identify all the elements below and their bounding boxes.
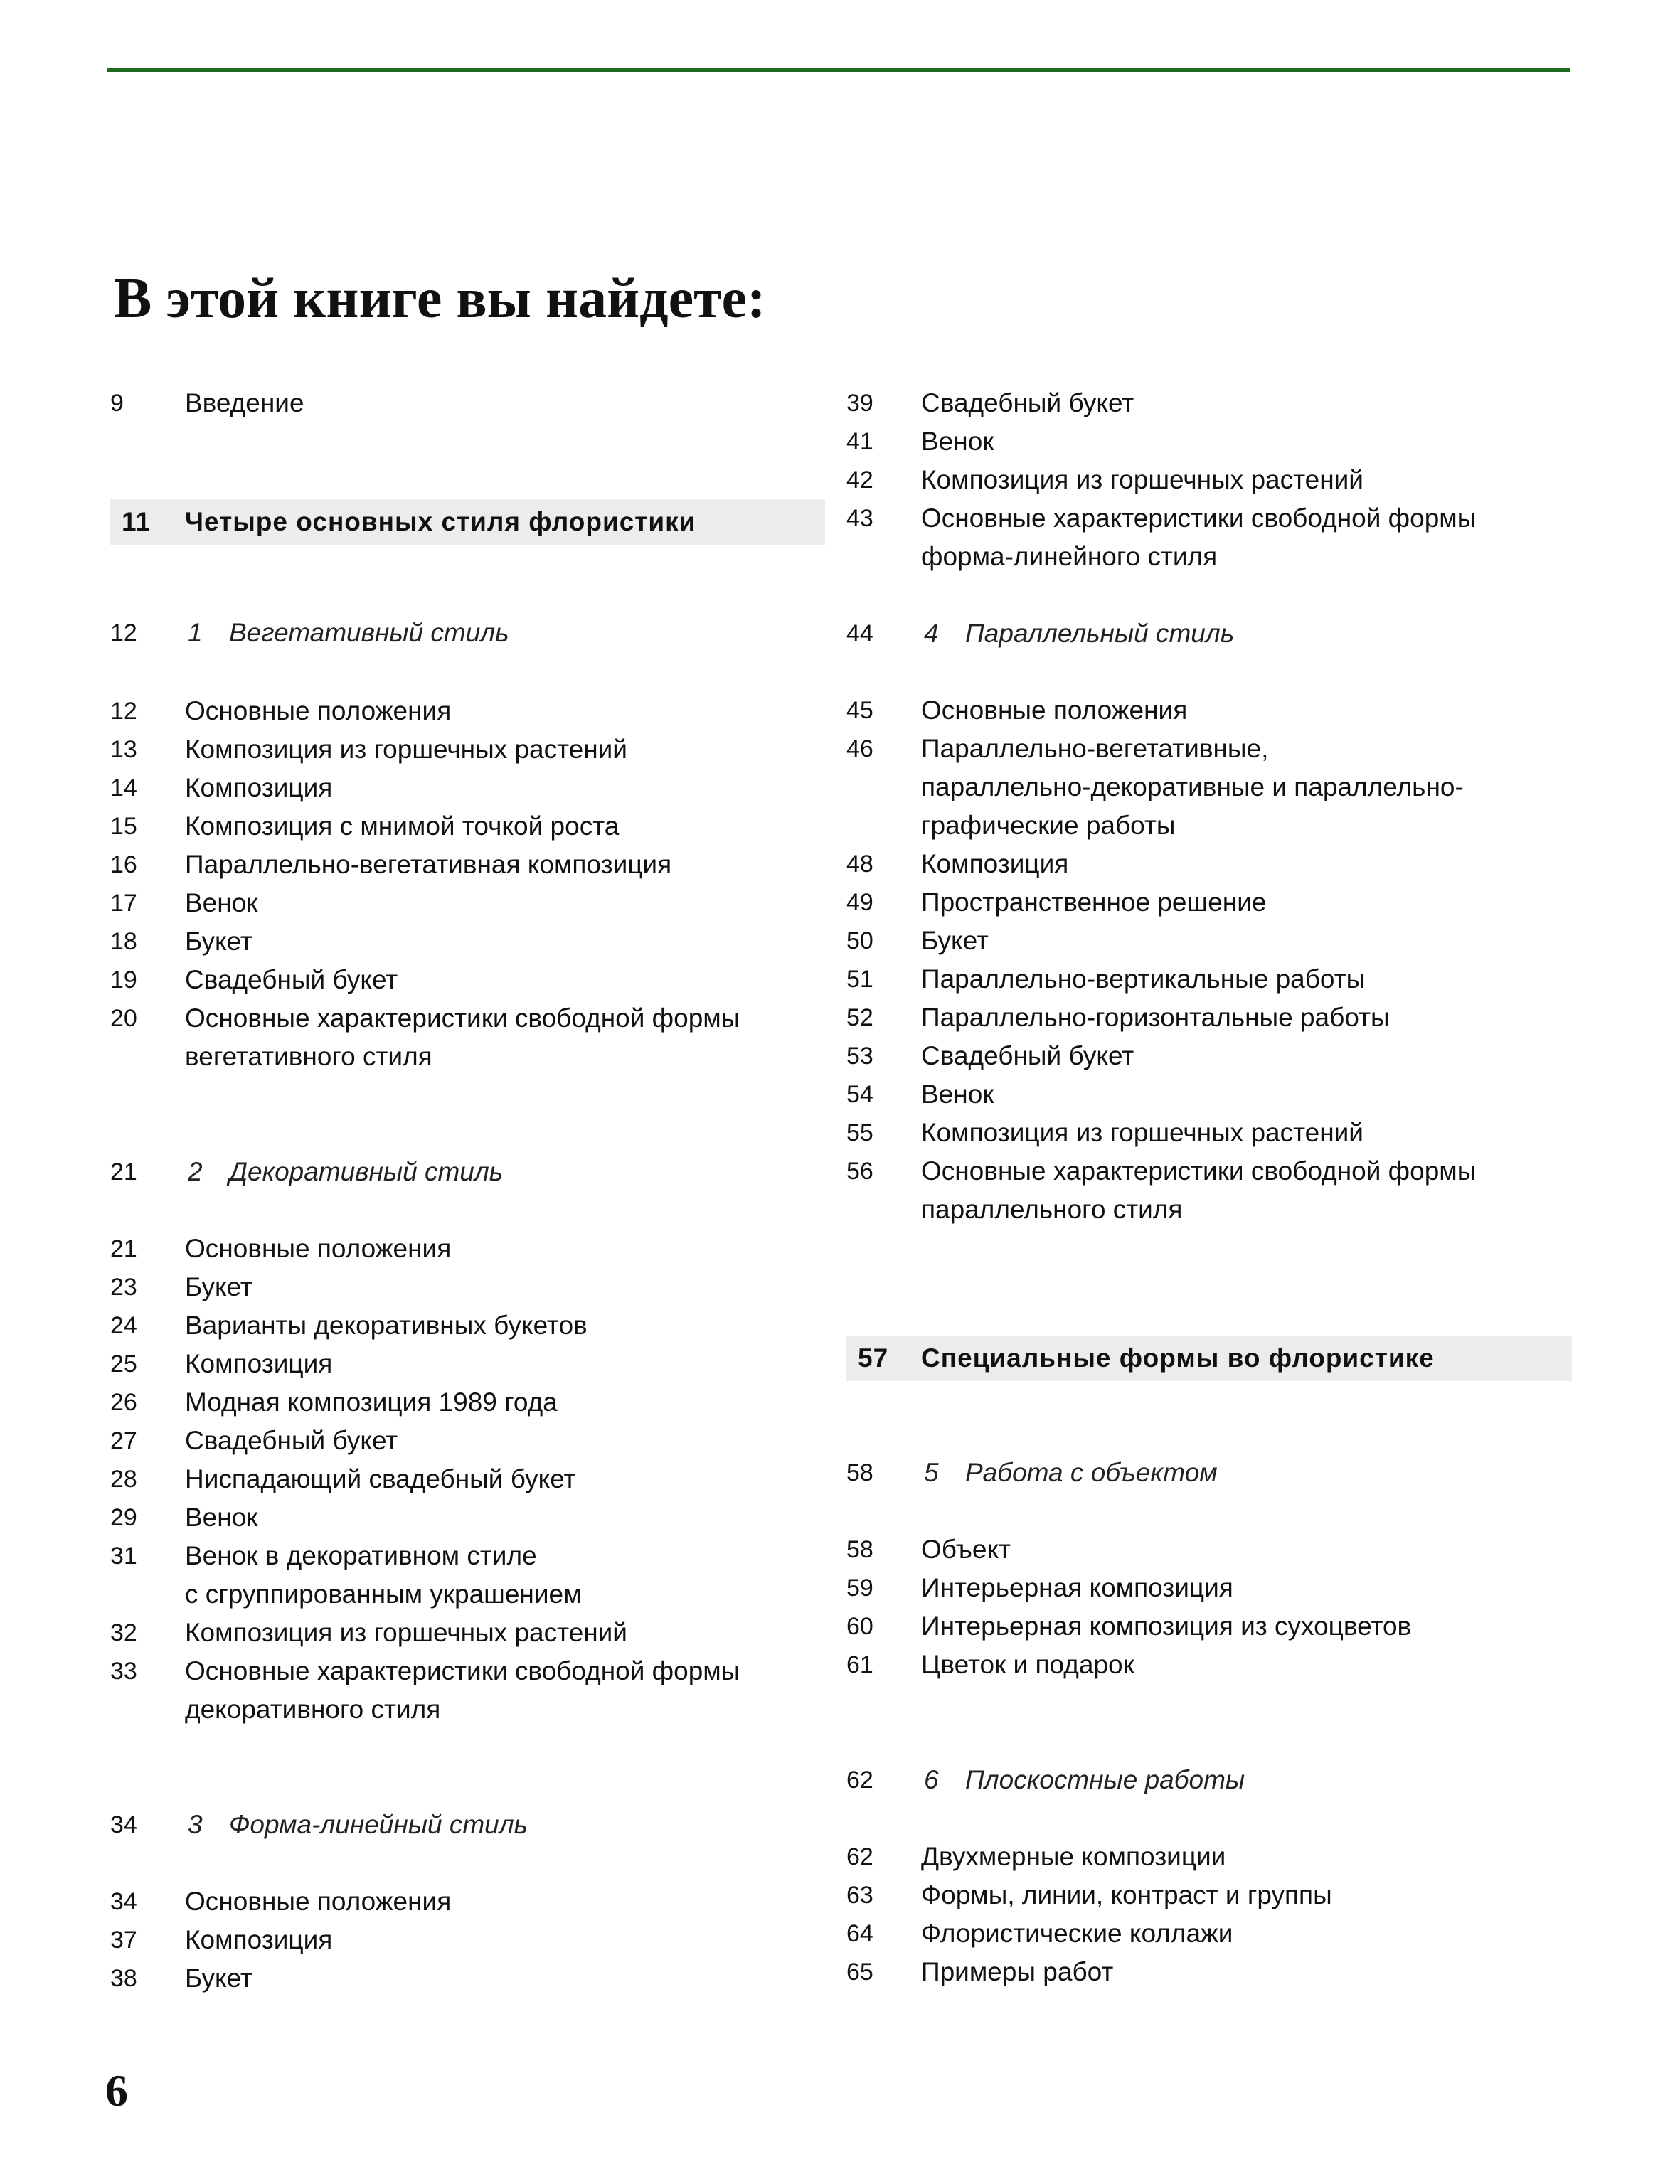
chapter-number: 1 bbox=[188, 618, 203, 647]
toc-entry[interactable] bbox=[846, 922, 1572, 960]
toc-entry-label: Параллельно-вегетативная композиция bbox=[185, 850, 672, 879]
toc-page-number: 33 bbox=[110, 1658, 137, 1685]
toc-entry[interactable] bbox=[110, 846, 825, 884]
toc-entry[interactable] bbox=[110, 884, 825, 922]
chapter-6-entries bbox=[846, 1838, 1572, 1991]
toc-entry-label: Венок bbox=[185, 888, 258, 917]
toc-entry-label: Композиция из горшечных растений bbox=[921, 465, 1363, 494]
toc-entry[interactable] bbox=[110, 1460, 825, 1498]
toc-page-number: 52 bbox=[846, 1004, 873, 1031]
toc-entry-label: Композиция bbox=[185, 1925, 333, 1954]
toc-entry[interactable] bbox=[846, 1914, 1572, 1953]
toc-page-number: 29 bbox=[110, 1504, 137, 1531]
toc-entry-label: Введение bbox=[185, 388, 304, 417]
toc-entry[interactable] bbox=[846, 384, 1572, 422]
toc-entry-label: Свадебный букет bbox=[921, 388, 1134, 417]
chapter-2-entries bbox=[110, 1230, 825, 1729]
toc-page-number: 50 bbox=[846, 927, 873, 954]
toc-page-number: 38 bbox=[110, 1965, 137, 1992]
toc-entry[interactable] bbox=[846, 461, 1572, 499]
toc-entry[interactable] bbox=[110, 1537, 825, 1614]
toc-entry[interactable] bbox=[110, 1614, 825, 1652]
chapter-title: Работа с объектом bbox=[965, 1458, 1218, 1487]
toc-entry[interactable] bbox=[846, 1075, 1572, 1114]
chapter-heading[interactable] bbox=[110, 1806, 825, 1844]
chapter-number: 4 bbox=[924, 619, 939, 648]
chapter-page-number: 34 bbox=[110, 1811, 137, 1838]
toc-entry-label: Параллельно-вегетативные, параллельно-декоративные и параллельно- графические работы bbox=[921, 734, 1464, 840]
section-title: Специальные формы во флористике bbox=[921, 1343, 1435, 1373]
toc-left-column bbox=[110, 384, 825, 1998]
chapter-page-number: 12 bbox=[110, 619, 137, 646]
toc-page-number: 14 bbox=[110, 774, 137, 801]
section-title: Четыре основных стиля флористики bbox=[185, 507, 696, 536]
toc-page-number: 37 bbox=[110, 1927, 137, 1954]
toc-entry[interactable] bbox=[846, 1646, 1572, 1684]
toc-entry[interactable] bbox=[110, 1345, 825, 1383]
toc-entry-label: Букет bbox=[185, 1964, 252, 1993]
toc-entry-label: Двухмерные композиции bbox=[921, 1842, 1226, 1871]
toc-entry-label: Композиция с мнимой точкой роста bbox=[185, 811, 620, 841]
toc-entry[interactable] bbox=[110, 769, 825, 807]
toc-page-number: 41 bbox=[846, 428, 873, 455]
toc-page-number: 59 bbox=[846, 1575, 873, 1602]
toc-entry-label: Цветок и подарок bbox=[921, 1650, 1134, 1679]
toc-entry-label: Параллельно-горизонтальные работы bbox=[921, 1003, 1390, 1032]
toc-entry[interactable] bbox=[846, 1876, 1572, 1914]
toc-page-number: 15 bbox=[110, 813, 137, 840]
toc-right-column bbox=[846, 384, 1572, 1991]
toc-entry-label: Букет bbox=[185, 927, 252, 956]
chapter-title: Параллельный стиль bbox=[965, 619, 1235, 648]
toc-entry-label: Основные характеристики свободной формы параллельного стиля bbox=[921, 1156, 1477, 1224]
chapter-heading[interactable] bbox=[110, 614, 825, 652]
page-title: В этой книге вы найдете: bbox=[114, 267, 766, 330]
chapter-heading[interactable] bbox=[846, 1761, 1572, 1799]
toc-page-number: 58 bbox=[846, 1536, 873, 1563]
toc-entry[interactable] bbox=[110, 1268, 825, 1306]
toc-entry[interactable] bbox=[110, 961, 825, 999]
toc-page-number: 42 bbox=[846, 467, 873, 494]
chapter-title: Вегетативный стиль bbox=[229, 618, 509, 647]
chapter-title: Форма-линейный стиль bbox=[229, 1810, 528, 1839]
toc-entry-label: Композиция из горшечных растений bbox=[185, 735, 627, 764]
chapter-title: Декоративный стиль bbox=[229, 1157, 504, 1186]
toc-page-number: 20 bbox=[110, 1005, 137, 1032]
toc-page-number: 43 bbox=[846, 505, 873, 532]
chapter-heading[interactable] bbox=[846, 614, 1572, 653]
chapter-page-number: 62 bbox=[846, 1767, 873, 1794]
toc-entry-label: Варианты декоративных букетов bbox=[185, 1311, 588, 1340]
toc-page-number: 13 bbox=[110, 736, 137, 763]
chapter-number: 6 bbox=[924, 1765, 939, 1794]
toc-page-number: 25 bbox=[110, 1351, 137, 1378]
toc-entry[interactable] bbox=[846, 960, 1572, 998]
toc-entry-label: Флористические коллажи bbox=[921, 1919, 1233, 1948]
top-rule bbox=[107, 68, 1570, 72]
toc-entry[interactable] bbox=[110, 1921, 825, 1959]
chapter-number: 5 bbox=[924, 1458, 939, 1487]
page-number: 6 bbox=[105, 2065, 128, 2116]
toc-entry-label: Модная композиция 1989 года bbox=[185, 1387, 558, 1417]
toc-entry-label: Основные положения bbox=[185, 696, 452, 725]
toc-entry[interactable] bbox=[846, 691, 1572, 730]
section-page-number: 11 bbox=[122, 507, 151, 536]
toc-entry-label: Букет bbox=[921, 926, 989, 955]
toc-entry-label: Композиция bbox=[921, 849, 1069, 878]
toc-entry[interactable] bbox=[846, 1152, 1572, 1229]
chapter-number: 3 bbox=[188, 1810, 203, 1839]
toc-page-number: 34 bbox=[110, 1888, 137, 1915]
toc-page-number: 62 bbox=[846, 1843, 873, 1870]
toc-entry[interactable] bbox=[846, 883, 1572, 922]
toc-page-number: 65 bbox=[846, 1959, 873, 1986]
toc-entry[interactable] bbox=[110, 1422, 825, 1460]
toc-page-number: 51 bbox=[846, 966, 873, 993]
toc-entry[interactable] bbox=[110, 1383, 825, 1422]
section-heading[interactable] bbox=[110, 499, 825, 545]
toc-entry[interactable] bbox=[110, 692, 825, 730]
toc-entry-label: Свадебный букет bbox=[921, 1041, 1134, 1070]
toc-entry[interactable] bbox=[846, 1569, 1572, 1607]
toc-entry[interactable] bbox=[110, 807, 825, 846]
toc-entry[interactable] bbox=[846, 998, 1572, 1037]
toc-entry-label: Венок bbox=[185, 1503, 258, 1532]
toc-entry-label: Венок bbox=[921, 1080, 994, 1109]
toc-entry[interactable] bbox=[110, 384, 825, 422]
chapter-1-entries bbox=[110, 692, 825, 1076]
toc-entry-label: Композиция из горшечных растений bbox=[185, 1618, 627, 1647]
toc-entry-label: Свадебный букет bbox=[185, 1426, 398, 1455]
toc-entry[interactable] bbox=[110, 1306, 825, 1345]
toc-entry-label: Композиция bbox=[185, 773, 333, 802]
toc-entry[interactable] bbox=[846, 1838, 1572, 1876]
toc-page-number: 12 bbox=[110, 698, 137, 725]
toc-page-number: 56 bbox=[846, 1158, 873, 1185]
toc-page-number: 21 bbox=[110, 1235, 137, 1262]
toc-entry-label: Композиция bbox=[185, 1349, 333, 1378]
toc-page-number: 53 bbox=[846, 1043, 873, 1070]
toc-page-number: 28 bbox=[110, 1466, 137, 1493]
chapter-page-number: 58 bbox=[846, 1459, 873, 1486]
toc-entry-label: Свадебный букет bbox=[185, 965, 398, 994]
chapter-page-number: 44 bbox=[846, 620, 873, 647]
toc-entry-label: Основные характеристики свободной формы вегетативного стиля bbox=[185, 1003, 740, 1071]
toc-entry-label: Интерьерная композиция из сухоцветов bbox=[921, 1612, 1412, 1641]
toc-page-number: 61 bbox=[846, 1651, 873, 1678]
toc-entry[interactable] bbox=[846, 1037, 1572, 1075]
toc-page-number: 48 bbox=[846, 851, 873, 878]
toc-page-number: 46 bbox=[846, 735, 873, 762]
toc-entry[interactable] bbox=[110, 999, 825, 1076]
toc-page-number: 63 bbox=[846, 1882, 873, 1909]
toc-entry-label: Композиция из горшечных растений bbox=[921, 1118, 1363, 1147]
toc-entry-label: Основные положения bbox=[921, 696, 1188, 725]
toc-entry-label: Основные характеристики свободной формы форма-линейного стиля bbox=[921, 504, 1477, 571]
toc-entry[interactable] bbox=[110, 1882, 825, 1921]
toc-page-number: 49 bbox=[846, 889, 873, 916]
chapter-3-entries bbox=[110, 1882, 825, 1998]
toc-page-number: 32 bbox=[110, 1619, 137, 1646]
toc-page-number: 60 bbox=[846, 1613, 873, 1640]
toc-entry-label: Основные положения bbox=[185, 1234, 452, 1263]
toc-entry[interactable] bbox=[846, 1953, 1572, 1991]
toc-page-number: 54 bbox=[846, 1081, 873, 1108]
toc-page-number: 64 bbox=[846, 1920, 873, 1947]
chapter-heading[interactable] bbox=[846, 1454, 1572, 1492]
toc-entry[interactable] bbox=[846, 1607, 1572, 1646]
toc-entry-label: Основные положения bbox=[185, 1887, 452, 1916]
toc-entry[interactable] bbox=[110, 1652, 825, 1729]
toc-page-number: 27 bbox=[110, 1427, 137, 1454]
toc-entry-label: Венок bbox=[921, 427, 994, 456]
toc-entry[interactable] bbox=[110, 1498, 825, 1537]
toc-entry[interactable] bbox=[110, 730, 825, 769]
toc-page-number: 39 bbox=[846, 390, 873, 417]
toc-page-number: 45 bbox=[846, 697, 873, 724]
toc-entry-label: Пространственное решение bbox=[921, 888, 1267, 917]
toc-entry-label: Интерьерная композиция bbox=[921, 1573, 1233, 1602]
toc-entry-label: Параллельно-вертикальные работы bbox=[921, 964, 1366, 994]
toc-entry-label: Объект bbox=[921, 1535, 1011, 1564]
toc-page-number: 55 bbox=[846, 1119, 873, 1146]
toc-entry-label: Ниспадающий свадебный букет bbox=[185, 1464, 576, 1493]
chapter-4-entries bbox=[846, 691, 1572, 1229]
toc-page-number: 23 bbox=[110, 1274, 137, 1301]
chapter-5-entries bbox=[846, 1530, 1572, 1684]
toc-page-number: 19 bbox=[110, 966, 137, 994]
toc-page-number: 16 bbox=[110, 851, 137, 878]
toc-entry-label: Венок в декоративном стиле с сгруппированным украшением bbox=[185, 1541, 582, 1609]
chapter-heading[interactable] bbox=[110, 1153, 825, 1191]
chapter-number: 2 bbox=[188, 1157, 203, 1186]
toc-entry[interactable] bbox=[110, 1959, 825, 1998]
toc-page-number: 9 bbox=[110, 390, 124, 417]
toc-entry[interactable] bbox=[846, 1114, 1572, 1152]
toc-entry-label: Букет bbox=[185, 1272, 252, 1301]
toc-entry[interactable] bbox=[846, 730, 1572, 845]
chapter-title: Плоскостные работы bbox=[965, 1765, 1245, 1794]
chapter-page-number: 21 bbox=[110, 1158, 137, 1186]
section-page-number: 57 bbox=[858, 1343, 889, 1373]
section-heading[interactable] bbox=[846, 1336, 1572, 1381]
toc-page-number: 24 bbox=[110, 1312, 137, 1339]
toc-page-number: 18 bbox=[110, 928, 137, 955]
toc-page-number: 31 bbox=[110, 1543, 137, 1570]
chapter-3-entries-continued bbox=[846, 384, 1572, 576]
toc-entry-label: Формы, линии, контраст и группы bbox=[921, 1880, 1332, 1909]
toc-entry[interactable] bbox=[110, 1230, 825, 1268]
toc-entry[interactable] bbox=[110, 922, 825, 961]
toc-entry-label: Примеры работ bbox=[921, 1957, 1114, 1986]
toc-entry-label: Основные характеристики свободной формы декоративного стиля bbox=[185, 1656, 740, 1724]
toc-entry[interactable] bbox=[846, 1530, 1572, 1569]
toc-entry[interactable] bbox=[846, 422, 1572, 461]
toc-page-number: 17 bbox=[110, 890, 137, 917]
toc-entry[interactable] bbox=[846, 499, 1572, 576]
toc-entry[interactable] bbox=[846, 845, 1572, 883]
toc-page-number: 26 bbox=[110, 1389, 137, 1416]
